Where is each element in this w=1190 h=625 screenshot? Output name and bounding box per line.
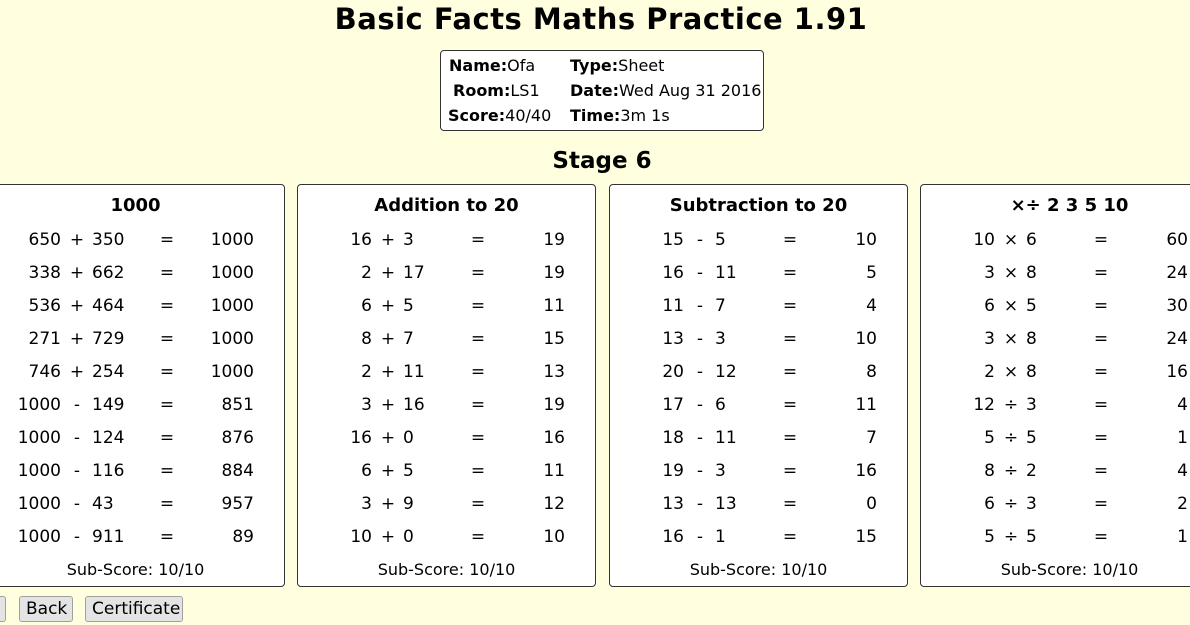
operand-a: 16 [350,230,372,250]
operand-b: 254 [92,362,125,382]
operand-b: 5 [403,461,414,481]
result: 4 [866,296,877,316]
operand-a: 2 [361,362,372,382]
problem-panel [297,184,596,587]
operator: + [380,428,396,448]
result: 15 [855,527,877,547]
sub-score: Sub-Score: 10/10 [377,560,516,579]
operand-b: 0 [403,428,414,448]
equals: = [159,329,175,349]
operator: - [73,461,81,481]
operand-b: 662 [92,263,125,283]
operand-b: 8 [1026,329,1037,349]
operand-a: 1000 [17,428,61,448]
operand-b: 350 [92,230,125,250]
operand-b: 3 [715,329,726,349]
result: 1000 [210,329,254,349]
panel-title: Addition to 20 [374,195,519,216]
equals: = [782,527,798,547]
problem-row [610,295,907,317]
operand-b: 1 [715,527,726,547]
operand-b: 13 [715,494,737,514]
operator: + [69,362,85,382]
operator: × [1003,230,1019,250]
time-value: 3m 1s [620,106,670,125]
page-title: Basic Facts Maths Practice 1.91 [334,2,868,36]
result: 1000 [210,296,254,316]
operand-a: 13 [662,329,684,349]
problem-panel [609,184,908,587]
back-button[interactable]: Back [19,596,73,622]
equals: = [470,362,486,382]
problem-row [921,394,1190,416]
problem-row [298,460,595,482]
result: 24 [1166,329,1188,349]
equals: = [159,296,175,316]
operator: + [69,296,85,316]
operand-b: 17 [403,263,425,283]
operand-a: 650 [28,230,61,250]
sub-score: Sub-Score: 10/10 [689,560,828,579]
operator: - [696,461,704,481]
result: 1000 [210,362,254,382]
operand-b: 11 [715,263,737,283]
problem-row [0,460,284,482]
operand-b: 6 [715,395,726,415]
result: 5 [866,263,877,283]
equals: = [1093,494,1109,514]
problem-row [610,526,907,548]
equals: = [470,395,486,415]
operator: + [69,230,85,250]
operator: - [73,527,81,547]
score-label: Score: [448,106,506,125]
result: 16 [1166,362,1188,382]
equals: = [159,428,175,448]
operator: - [696,362,704,382]
operand-a: 13 [662,494,684,514]
result: 19 [543,230,565,250]
problem-row [0,427,284,449]
operator: - [696,428,704,448]
result: 24 [1166,263,1188,283]
result: 957 [221,494,254,514]
problem-row [298,262,595,284]
operand-b: 11 [715,428,737,448]
operand-a: 19 [662,461,684,481]
result: 16 [543,428,565,448]
operator: + [380,296,396,316]
equals: = [470,494,486,514]
operand-a: 16 [662,263,684,283]
operand-b: 16 [403,395,425,415]
type-value: Sheet [618,56,665,75]
operand-b: 8 [1026,263,1037,283]
equals: = [470,296,486,316]
operand-b: 0 [403,527,414,547]
operator: - [73,494,81,514]
time-label: Time: [570,106,621,125]
result: 60 [1166,230,1188,250]
name-value: Ofa [507,56,536,75]
operand-a: 746 [28,362,61,382]
operand-b: 9 [403,494,414,514]
problem-row [0,328,284,350]
result: 10 [855,230,877,250]
operand-b: 5 [1026,296,1037,316]
operand-b: 6 [1026,230,1037,250]
room-label: Room: [453,81,511,100]
equals: = [159,362,175,382]
operator: - [696,296,704,316]
result: 1 [1177,527,1188,547]
operand-b: 43 [92,494,114,514]
operand-a: 3 [361,494,372,514]
operand-a: 6 [984,494,995,514]
problem-row [921,229,1190,251]
operator: + [380,527,396,547]
operand-a: 1000 [17,461,61,481]
equals: = [159,494,175,514]
operand-b: 3 [403,230,414,250]
info-date [570,81,761,100]
result: 10 [543,527,565,547]
operand-b: 2 [1026,461,1037,481]
operand-b: 149 [92,395,125,415]
operator: × [1003,296,1019,316]
equals: = [782,230,798,250]
info-name [449,56,535,75]
equals: = [159,263,175,283]
certificate-button[interactable]: Certificate [85,596,183,622]
partial-button[interactable] [0,596,6,622]
operand-a: 11 [662,296,684,316]
result: 89 [232,527,254,547]
operator: + [380,461,396,481]
result: 30 [1166,296,1188,316]
date-value: Wed Aug 31 2016 [618,81,762,100]
operand-a: 16 [350,428,372,448]
equals: = [782,494,798,514]
result: 16 [855,461,877,481]
problem-row [921,361,1190,383]
operand-a: 20 [662,362,684,382]
operand-a: 16 [662,527,684,547]
operand-a: 8 [984,461,995,481]
problem-panel [0,184,285,587]
problem-row [921,328,1190,350]
operator: ÷ [1003,527,1019,547]
result: 15 [543,329,565,349]
operand-b: 124 [92,428,125,448]
result: 13 [543,362,565,382]
result: 884 [221,461,254,481]
type-label: Type: [570,56,619,75]
operator: - [696,329,704,349]
operand-b: 3 [1026,395,1037,415]
problem-row [610,493,907,515]
operand-b: 5 [715,230,726,250]
problem-row [921,526,1190,548]
operand-a: 12 [973,395,995,415]
result: 11 [543,461,565,481]
score-value: 40/40 [505,106,552,125]
result: 1000 [210,230,254,250]
equals: = [1093,263,1109,283]
equals: = [470,527,486,547]
operand-a: 271 [28,329,61,349]
operator: - [73,428,81,448]
info-box [440,50,764,131]
operator: - [696,230,704,250]
problem-row [921,295,1190,317]
equals: = [1093,428,1109,448]
operator: + [380,230,396,250]
result: 4 [1177,395,1188,415]
operand-a: 3 [361,395,372,415]
result: 7 [866,428,877,448]
result: 1 [1177,428,1188,448]
operator: ÷ [1003,395,1019,415]
sub-score: Sub-Score: 10/10 [1000,560,1139,579]
operand-a: 17 [662,395,684,415]
result: 11 [543,296,565,316]
operator: - [73,395,81,415]
operator: × [1003,362,1019,382]
equals: = [159,230,175,250]
operand-b: 7 [715,296,726,316]
equals: = [1093,527,1109,547]
operand-a: 5 [984,428,995,448]
equals: = [1093,296,1109,316]
result: 19 [543,263,565,283]
problem-row [921,427,1190,449]
equals: = [1093,230,1109,250]
operand-a: 338 [28,263,61,283]
problem-panel [920,184,1190,587]
problem-row [0,526,284,548]
result: 4 [1177,461,1188,481]
equals: = [782,329,798,349]
equals: = [1093,461,1109,481]
operand-b: 911 [92,527,125,547]
problem-row [298,493,595,515]
info-score [448,106,551,125]
problem-row [0,361,284,383]
problem-row [921,262,1190,284]
problem-row [610,460,907,482]
equals: = [470,329,486,349]
info-time [570,106,670,125]
result: 876 [221,428,254,448]
sub-score: Sub-Score: 10/10 [66,560,205,579]
result: 2 [1177,494,1188,514]
operand-b: 11 [403,362,425,382]
operand-a: 10 [350,527,372,547]
operand-b: 5 [1026,428,1037,448]
operand-b: 3 [715,461,726,481]
equals: = [782,263,798,283]
problem-row [298,295,595,317]
operand-b: 5 [1026,527,1037,547]
problem-row [610,229,907,251]
problem-row [0,394,284,416]
info-type [570,56,664,75]
operator: ÷ [1003,428,1019,448]
operator: + [380,329,396,349]
stage-heading: Stage 6 [552,148,652,174]
result: 1000 [210,263,254,283]
operator: + [380,362,396,382]
equals: = [159,527,175,547]
operator: × [1003,329,1019,349]
operator: - [696,494,704,514]
operator: - [696,263,704,283]
operator: × [1003,263,1019,283]
problem-row [298,394,595,416]
operand-a: 10 [973,230,995,250]
operand-a: 1000 [17,527,61,547]
operand-a: 3 [984,329,995,349]
equals: = [782,428,798,448]
operand-a: 18 [662,428,684,448]
operand-b: 3 [1026,494,1037,514]
operator: + [380,494,396,514]
operator: - [696,527,704,547]
operand-a: 1000 [17,494,61,514]
equals: = [1093,362,1109,382]
equals: = [782,395,798,415]
operand-a: 2 [984,362,995,382]
equals: = [159,461,175,481]
operator: - [696,395,704,415]
operand-a: 5 [984,527,995,547]
problem-row [610,394,907,416]
operand-b: 464 [92,296,125,316]
result: 11 [855,395,877,415]
operand-a: 6 [361,461,372,481]
problem-row [298,427,595,449]
equals: = [470,461,486,481]
date-label: Date: [570,81,619,100]
operand-b: 12 [715,362,737,382]
equals: = [470,263,486,283]
operand-a: 2 [361,263,372,283]
equals: = [782,461,798,481]
operand-b: 5 [403,296,414,316]
equals: = [782,296,798,316]
problem-row [0,295,284,317]
equals: = [470,428,486,448]
problem-row [610,328,907,350]
equals: = [470,230,486,250]
equals: = [159,395,175,415]
problem-row [610,262,907,284]
problem-row [0,229,284,251]
operand-a: 3 [984,263,995,283]
problem-row [0,262,284,284]
operator: ÷ [1003,461,1019,481]
operand-b: 729 [92,329,125,349]
problem-row [298,229,595,251]
problem-row [298,526,595,548]
operand-b: 116 [92,461,125,481]
operator: + [380,263,396,283]
result: 10 [855,329,877,349]
operand-a: 536 [28,296,61,316]
operator: + [69,263,85,283]
operand-a: 15 [662,230,684,250]
info-room [453,81,540,100]
result: 8 [866,362,877,382]
operand-a: 6 [361,296,372,316]
name-label: Name: [449,56,508,75]
problem-row [610,361,907,383]
operand-b: 8 [1026,362,1037,382]
operand-a: 8 [361,329,372,349]
operand-b: 7 [403,329,414,349]
operator: ÷ [1003,494,1019,514]
problem-row [921,460,1190,482]
panel-title: 1000 [110,195,161,216]
result: 0 [866,494,877,514]
result: 851 [221,395,254,415]
equals: = [782,362,798,382]
operator: + [380,395,396,415]
result: 19 [543,395,565,415]
operand-a: 1000 [17,395,61,415]
problem-row [921,493,1190,515]
problem-row [298,361,595,383]
panel-title: ×÷ 2 3 5 10 [1010,195,1129,216]
room-value: LS1 [510,81,540,100]
result: 12 [543,494,565,514]
panel-title: Subtraction to 20 [669,195,848,216]
operator: + [69,329,85,349]
problem-row [0,493,284,515]
operand-a: 6 [984,296,995,316]
equals: = [1093,395,1109,415]
problem-row [298,328,595,350]
problem-row [610,427,907,449]
equals: = [1093,329,1109,349]
